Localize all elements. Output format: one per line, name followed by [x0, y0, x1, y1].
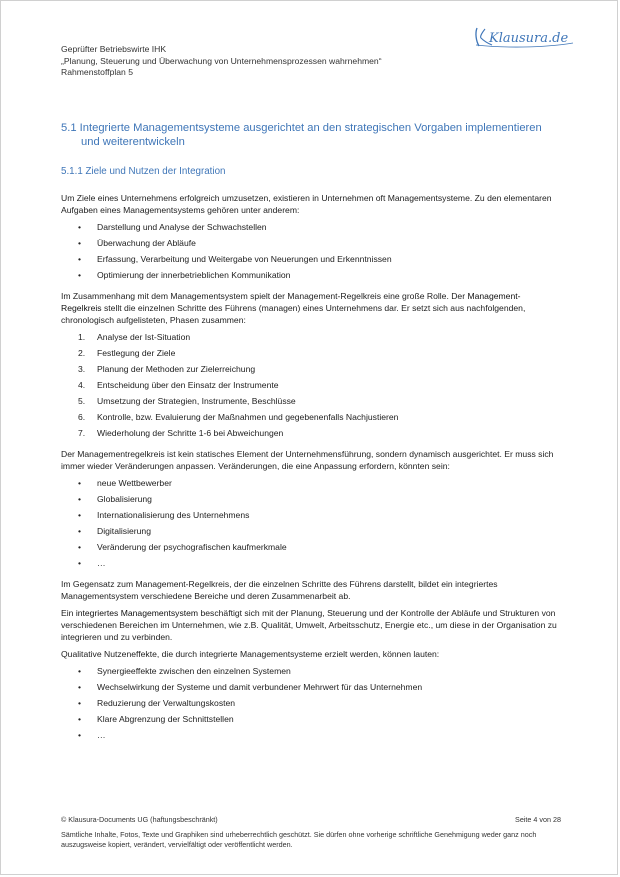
paragraph-dynamic: Der Managementregelkreis ist kein statisches Element der Unternehmensführung, sondern dynamisch ausgerichtet. Er muss sich immer wieder Veränderungen anpassen. Veränderungen, die eine Anpassung erfordern, könnten sein:	[61, 449, 554, 471]
list-item: 5. Umsetzung der Strategien, Instrumente, Beschlüsse	[78, 396, 296, 406]
paragraph-regelkreis: Im Zusammenhang mit dem Managementsystem spielt der Management-Regelkreis eine große Rolle. Der Management-Regelkreis stellt die einzelnen Schritte des Führens (managen) eines Unternehmens dar. Er setzt sich aus nachfolgenden, chronologisch aufgelisteten, Phasen zusammen:	[61, 291, 526, 325]
footer-legal-notice: Sämtliche Inhalte, Fotos, Texte und Graphiken sind urheberrechtlich geschützt. Sie dürfen ohne vorherige schriftliche Genehmigung weder ganz noch auszugsweise kopiert, verändert, vervielfältigt oder veröffentlicht werden.	[61, 830, 537, 849]
list-item: 7. Wiederholung der Schritte 1-6 bei Abweichungen	[78, 428, 284, 438]
subsection-heading: 5.1.1 Ziele und Nutzen der Integration	[61, 166, 226, 177]
list-changes	[61, 477, 561, 573]
paragraph-contrast: Im Gegensatz zum Management-Regelkreis, der die einzelnen Schritte des Führens darstellt, bildet ein integriertes Managementsystem verschiedene Bereiche und deren Zusammenarbeit ab.	[61, 579, 498, 601]
footer-copyright: © Klausura-Documents UG (haftungsbeschränkt)	[61, 815, 218, 824]
list-item: • neue Wettbewerber	[61, 477, 561, 493]
header-plan: Rahmenstoffplan 5	[61, 67, 133, 78]
main-content	[61, 121, 561, 750]
paragraph-benefits: Qualitative Nutzeneffekte, die durch integrierte Managementsysteme erzielt werden, können lauten:	[61, 649, 440, 659]
section-heading: 5.1 Integrierte Managementsysteme ausgerichtet an den strategischen Vorgaben implementieren und weiterentwickeln	[61, 122, 542, 148]
keyword-integriertes-managementsystem: integriertes Managementsystem	[75, 608, 199, 618]
list-benefits	[61, 665, 561, 745]
klausura-logo	[473, 25, 577, 49]
list-item: • Reduzierung der Verwaltungskosten	[61, 697, 561, 713]
list-phases	[61, 331, 561, 443]
page-header	[61, 44, 382, 79]
logo-wordmark: Klausura.de	[489, 31, 569, 46]
list-item: • Globalisierung	[61, 493, 561, 509]
list-item: • …	[61, 729, 561, 745]
keyword-management-regelkreis: Management-Regelkreis	[61, 291, 521, 313]
list-item: 3. Planung der Methoden zur Zielerreichung	[78, 364, 256, 374]
paragraph-integrated: Ein integriertes Managementsystem beschäftigt sich mit der Planung, Steuerung und der Kontrolle der Abläufe und Strukturen von verschiedenen Bereichen im Unternehmen, wie z.B. Qualität, Umwelt, Arbeitsschutz, Energie etc., um diese in der Organisation zu integrieren und zu verbinden.	[61, 608, 557, 642]
list-item: • Darstellung und Analyse der Schwachstellen	[61, 221, 561, 237]
list-item: 4. Entscheidung über den Einsatz der Instrumente	[78, 380, 279, 390]
list-item: 1. Analyse der Ist-Situation	[78, 332, 191, 342]
list-item: • Synergieeffekte zwischen den einzelnen Systemen	[61, 665, 561, 681]
list-item: 6. Kontrolle, bzw. Evaluierung der Maßnahmen und gegebenenfalls Nachjustieren	[78, 412, 399, 422]
list-item: • Optimierung der innerbetrieblichen Kommunikation	[61, 269, 561, 285]
list-item: • Klare Abgrenzung der Schnittstellen	[61, 713, 561, 729]
page-footer	[61, 815, 561, 849]
list-item: • Veränderung der psychografischen kaufmerkmale	[61, 541, 561, 557]
list-item: • Internationalisierung des Unternehmens	[61, 509, 561, 525]
list-item: • Digitalisierung	[61, 525, 561, 541]
list-item: • Wechselwirkung der Systeme und damit verbundener Mehrwert für das Unternehmen	[61, 681, 561, 697]
page-number: Seite 4 von 28	[515, 815, 561, 824]
header-module-title: „Planung, Steuerung und Überwachung von Unternehmensprozessen wahrnehmen“	[61, 55, 382, 66]
list-item: • Überwachung der Abläufe	[61, 237, 561, 253]
header-course: Geprüfter Betriebswirte IHK	[61, 44, 167, 54]
list-item: • Erfassung, Verarbeitung und Weitergabe von Neuerungen und Erkenntnissen	[61, 253, 561, 269]
list-item: • …	[61, 557, 561, 573]
paragraph-intro: Um Ziele eines Unternehmens erfolgreich umzusetzen, existieren in Unternehmen oft Managementsysteme. Zu den elementaren Aufgaben eines Managementsystems gehören unter anderem:	[61, 193, 552, 215]
list-tasks	[61, 221, 561, 285]
list-item: 2. Festlegung der Ziele	[78, 348, 176, 358]
